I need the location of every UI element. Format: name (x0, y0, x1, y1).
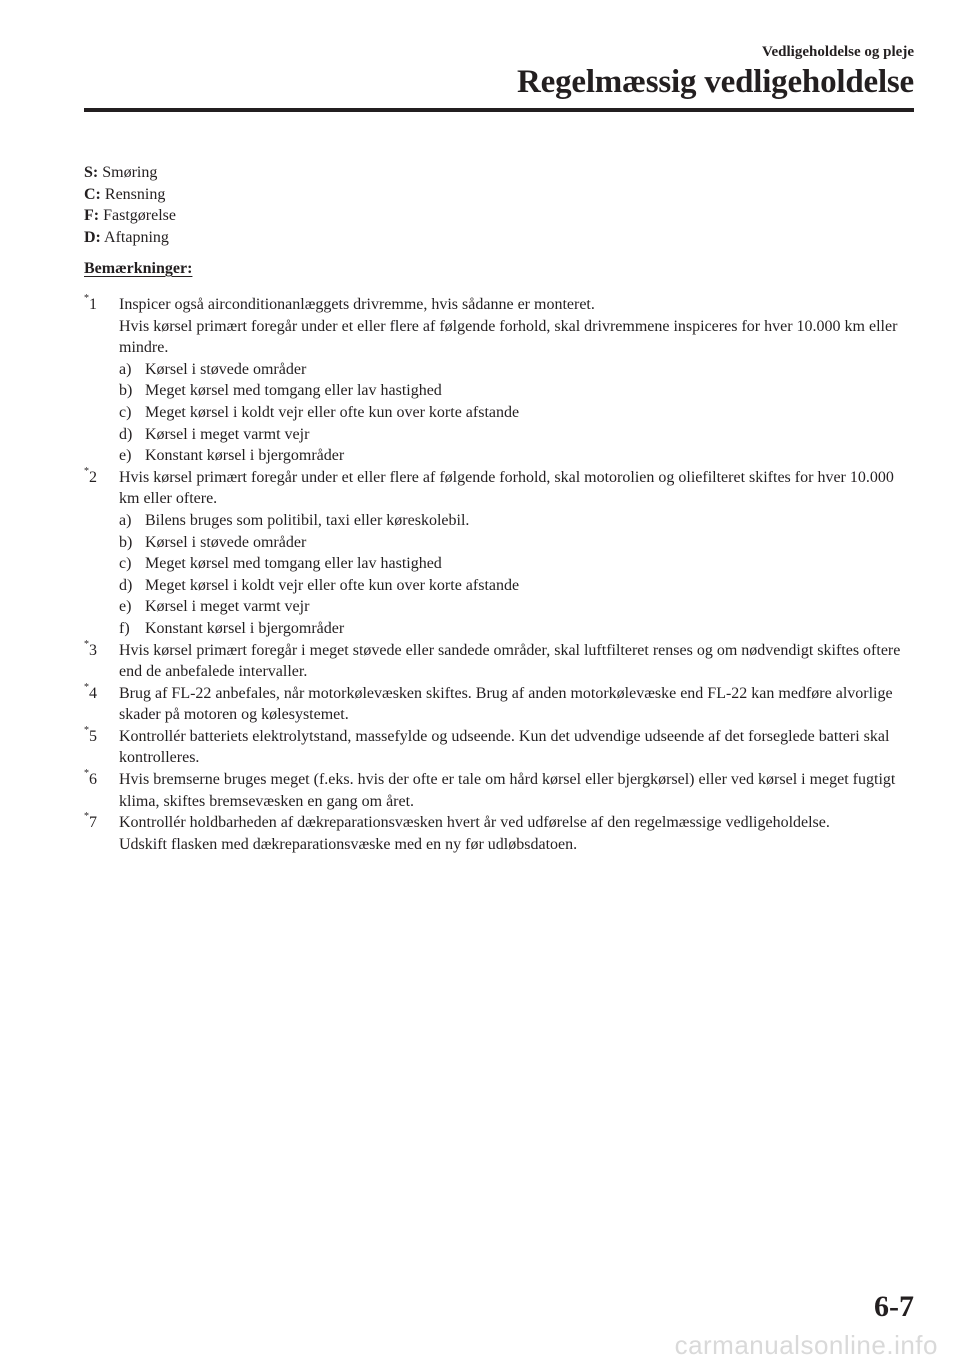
legend-code: S: (84, 164, 99, 181)
remark-star: * (84, 811, 89, 823)
subitem-text: Meget kørsel med tomgang eller lav hastighed (145, 382, 442, 400)
remark-text: Hvis bremserne bruges meget (f.eks. hvis der ofte er tale om hård kørsel eller bjergkørsel) eller ved kørsel i meget fugtigt klima, skiftes bremsevæsken en gang om året. (119, 771, 896, 810)
subitem-text: Kørsel i støvede områder (145, 360, 307, 378)
remark-item (84, 640, 914, 683)
legend-code: F: (84, 207, 100, 224)
remark-item (84, 467, 914, 640)
remark-number: 6 (89, 771, 97, 789)
subitem-letter: e) (119, 447, 132, 465)
remark-marker (84, 683, 97, 705)
remark-text: Hvis kørsel primært foregår i meget støvede eller sandede områder, skal luftfilteret renses og om nødvendigt skiftes oftere end de anbefalede intervaller. (119, 641, 901, 681)
legend (84, 162, 176, 248)
remark-marker (84, 812, 97, 834)
subitem-letter: c) (119, 555, 132, 573)
remark-star: * (84, 638, 89, 650)
page-title: Regelmæssig vedligeholdelse (517, 64, 914, 100)
header-rule (84, 108, 914, 112)
remark-text: Hvis kørsel primært foregår under et eller flere af følgende forhold, skal motorolien og oliefilteret skiftes for hver 10.000 km eller oftere. (119, 468, 894, 508)
remark-marker (84, 294, 97, 316)
remark-marker (84, 640, 97, 662)
remark-text: Hvis kørsel primært foregår under et eller flere af følgende forhold, skal drivremmene inspiceres for hver 10.000 km eller mindre. (119, 317, 898, 357)
remark-star: * (84, 465, 89, 477)
remark-text: Brug af FL-22 anbefales, når motorkølevæsken skiftes. Brug af anden motorkølevæske end FL-22 kan medføre alvorlige skader på motoren og kølesystemet. (119, 684, 893, 724)
subitem-letter: a) (119, 511, 132, 529)
remark-star: * (84, 768, 89, 780)
remark-item (84, 726, 914, 769)
remarks-heading: Bemærkninger: (84, 260, 193, 277)
remark-item (84, 294, 914, 467)
legend-code: D: (84, 228, 101, 246)
remark-subitem (119, 402, 914, 424)
remark-marker (84, 726, 97, 748)
subitem-text: Kørsel i støvede områder (145, 533, 307, 551)
legend-text: Smøring (102, 164, 158, 181)
remark-text: Inspicer også airconditionanlæggets drivremme, hvis sådanne er monteret. (119, 296, 595, 313)
subitem-letter: e) (119, 598, 132, 616)
legend-text: Fastgørelse (103, 207, 176, 224)
remark-subitem (119, 510, 914, 532)
subitem-text: Meget kørsel med tomgang eller lav hastighed (145, 555, 442, 573)
watermark: carmanualsonline.info (674, 1330, 938, 1360)
remark-number: 1 (89, 296, 97, 313)
remark-subitem (119, 445, 914, 467)
subitem-text: Bilens bruges som politibil, taxi eller køreskolebil. (145, 511, 470, 529)
subitem-text: Konstant kørsel i bjergområder (145, 447, 345, 465)
remark-star: * (84, 724, 89, 736)
remark-star: * (84, 681, 89, 693)
subitem-letter: d) (119, 576, 133, 594)
remark-item (84, 769, 914, 812)
remark-marker (84, 467, 97, 489)
remarks-list (84, 294, 914, 855)
remark-item (84, 683, 914, 726)
legend-code: C: (84, 185, 101, 203)
subitem-text: Meget kørsel i koldt vejr eller ofte kun over korte afstande (145, 576, 520, 594)
remark-number: 7 (89, 814, 97, 832)
legend-row (84, 162, 176, 184)
legend-row (84, 205, 176, 227)
remark-subitem (119, 618, 914, 640)
subitem-text: Konstant kørsel i bjergområder (145, 619, 345, 637)
subitem-text: Kørsel i meget varmt vejr (145, 598, 310, 616)
remark-subitem (119, 380, 914, 402)
remark-subitem (119, 575, 914, 597)
subitem-text: Kørsel i meget varmt vejr (145, 425, 310, 443)
remark-subitem (119, 532, 914, 554)
remark-text: Udskift flasken med dækreparationsvæske med en ny før udløbsdatoen. (119, 835, 578, 853)
legend-row (84, 184, 176, 206)
remark-subitem (119, 596, 914, 618)
subitem-letter: b) (119, 533, 133, 551)
subitem-text: Meget kørsel i koldt vejr eller ofte kun over korte afstande (145, 403, 520, 421)
remark-subitem (119, 359, 914, 381)
remark-subitem (119, 424, 914, 446)
remark-star: * (84, 293, 89, 304)
page-number: 6-7 (874, 1290, 914, 1323)
legend-row (84, 227, 176, 249)
remark-subitem (119, 553, 914, 575)
legend-text: Rensning (104, 185, 166, 203)
remark-text: Kontrollér holdbarheden af dækreparationsvæsken hvert år ved udførelse af den regelmæssige vedligeholdelse. (119, 814, 830, 832)
remark-number: 4 (89, 684, 97, 702)
subitem-letter: a) (119, 360, 132, 378)
subitem-letter: d) (119, 425, 133, 443)
subitem-letter: f) (119, 619, 130, 637)
remark-text: Kontrollér batteriets elektrolytstand, massefylde og udseende. Kun det udvendige udseende af det forseglede batteri skal kontrolleres. (119, 727, 890, 767)
subitem-letter: c) (119, 403, 132, 421)
subitem-letter: b) (119, 382, 133, 400)
remark-number: 2 (89, 468, 97, 486)
remark-item (84, 812, 914, 855)
remark-marker (84, 769, 97, 791)
legend-text: Aftapning (104, 228, 169, 246)
remark-number: 5 (89, 727, 97, 745)
remark-number: 3 (89, 641, 97, 659)
running-header-section: Vedligeholdelse og pleje (762, 44, 914, 60)
